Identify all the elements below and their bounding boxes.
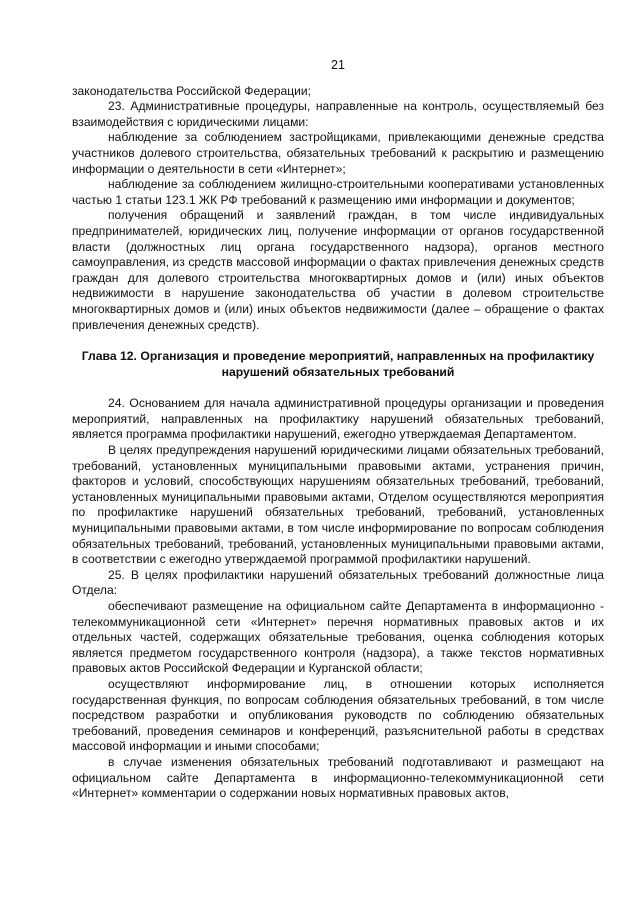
paragraph: законодательства Российской Федерации; <box>72 83 311 98</box>
document-page <box>72 58 604 802</box>
paragraph: В целях предупреждения нарушений юридическими лицами обязательных требований, требований, установленных муниципальными правовыми актами, устранения причин, факторов и условий, способствующих нарушениям обязательных требований, требований, установленных муниципальными правовыми актами, Отделом осуществляются мероприятия по профилактике нарушений обязательных требований, требований, установленных муниципальными правовыми актами, в том числе информирование по вопросам соблюдения обязательных требований, требований, установленных муниципальными правовыми актами, в соответствии с ежегодно утверждаемой программой профилактики нарушений. <box>72 443 604 567</box>
page-number: 21 <box>331 58 345 72</box>
paragraph: 23. Административные процедуры, направленные на контроль, осуществляемый без взаимодействия с юридическими лицами: <box>72 99 604 129</box>
paragraph: 24. Основанием для начала административной процедуры организации и проведения мероприятий, направленных на профилактику нарушений обязательных требований, является программа профилактики нарушений, ежегодно утверждаемая Департаментом. <box>72 396 604 442</box>
paragraph: в случае изменения обязательных требований подготавливают и размещают на официальном сайте Департамента в информационно-телекоммуникационной сети «Интернет» комментарии о содержании новых нормативных правовых актов, <box>72 754 604 801</box>
section-before-heading <box>72 84 604 334</box>
paragraph: обеспечивают размещение на официальном сайте Департамента в информационно - телекоммуникационной сети «Интернет» перечня нормативных правовых актов и их отдельных частей, содержащих обязательные требования, оценка соблюдения которых является предметом государственного контроля (надзора), а также текстов нормативных правовых актов Российской Федерации и Курганской области; <box>72 599 604 676</box>
paragraph: наблюдение за соблюдением застройщиками, привлекающими денежные средства участников долевого строительства, обязательных требований к раскрытию и размещению информации о деятельности в сети «Интернет»; <box>72 130 604 176</box>
paragraph: осуществляют информирование лиц, в отношении которых исполняется государственная функция, по вопросам соблюдения обязательных требований, в том числе посредством разработки и опубликования руководств по соблюдению обязательных требований, проведения семинаров и конференций, разъяснительной работы в средствах массовой информации и иными способами; <box>72 676 604 754</box>
paragraph: 25. В целях профилактики нарушений обязательных требований должностные лица Отдела: <box>72 567 604 598</box>
paragraph: наблюдение за соблюдением жилищно-строительными кооперативами установленных частью 1 статьи 123.1 ЖК РФ требований к размещению ими информации и документов; <box>72 177 604 207</box>
paragraph: получения обращений и заявлений граждан, в том числе индивидуальных предпринимателей, юридических лиц, получение информации от органов государственной власти (должностных лиц органа государственного надзора), органов местного самоуправления, из средств массовой информации о фактах привлечения денежных средств граждан для долевого строительства многоквартирных домов и (или) иных объектов недвижимости в нарушение законодательства об участии в долевом строительстве многоквартирных домов и (или) иных объектов недвижимости (далее – обращение о фактах привлечения денежных средств). <box>72 208 604 332</box>
chapter-heading: Глава 12. Организация и проведение мероприятий, направленных на профилактику нарушений обязательных требований <box>81 349 595 379</box>
section-after-heading <box>72 396 604 801</box>
